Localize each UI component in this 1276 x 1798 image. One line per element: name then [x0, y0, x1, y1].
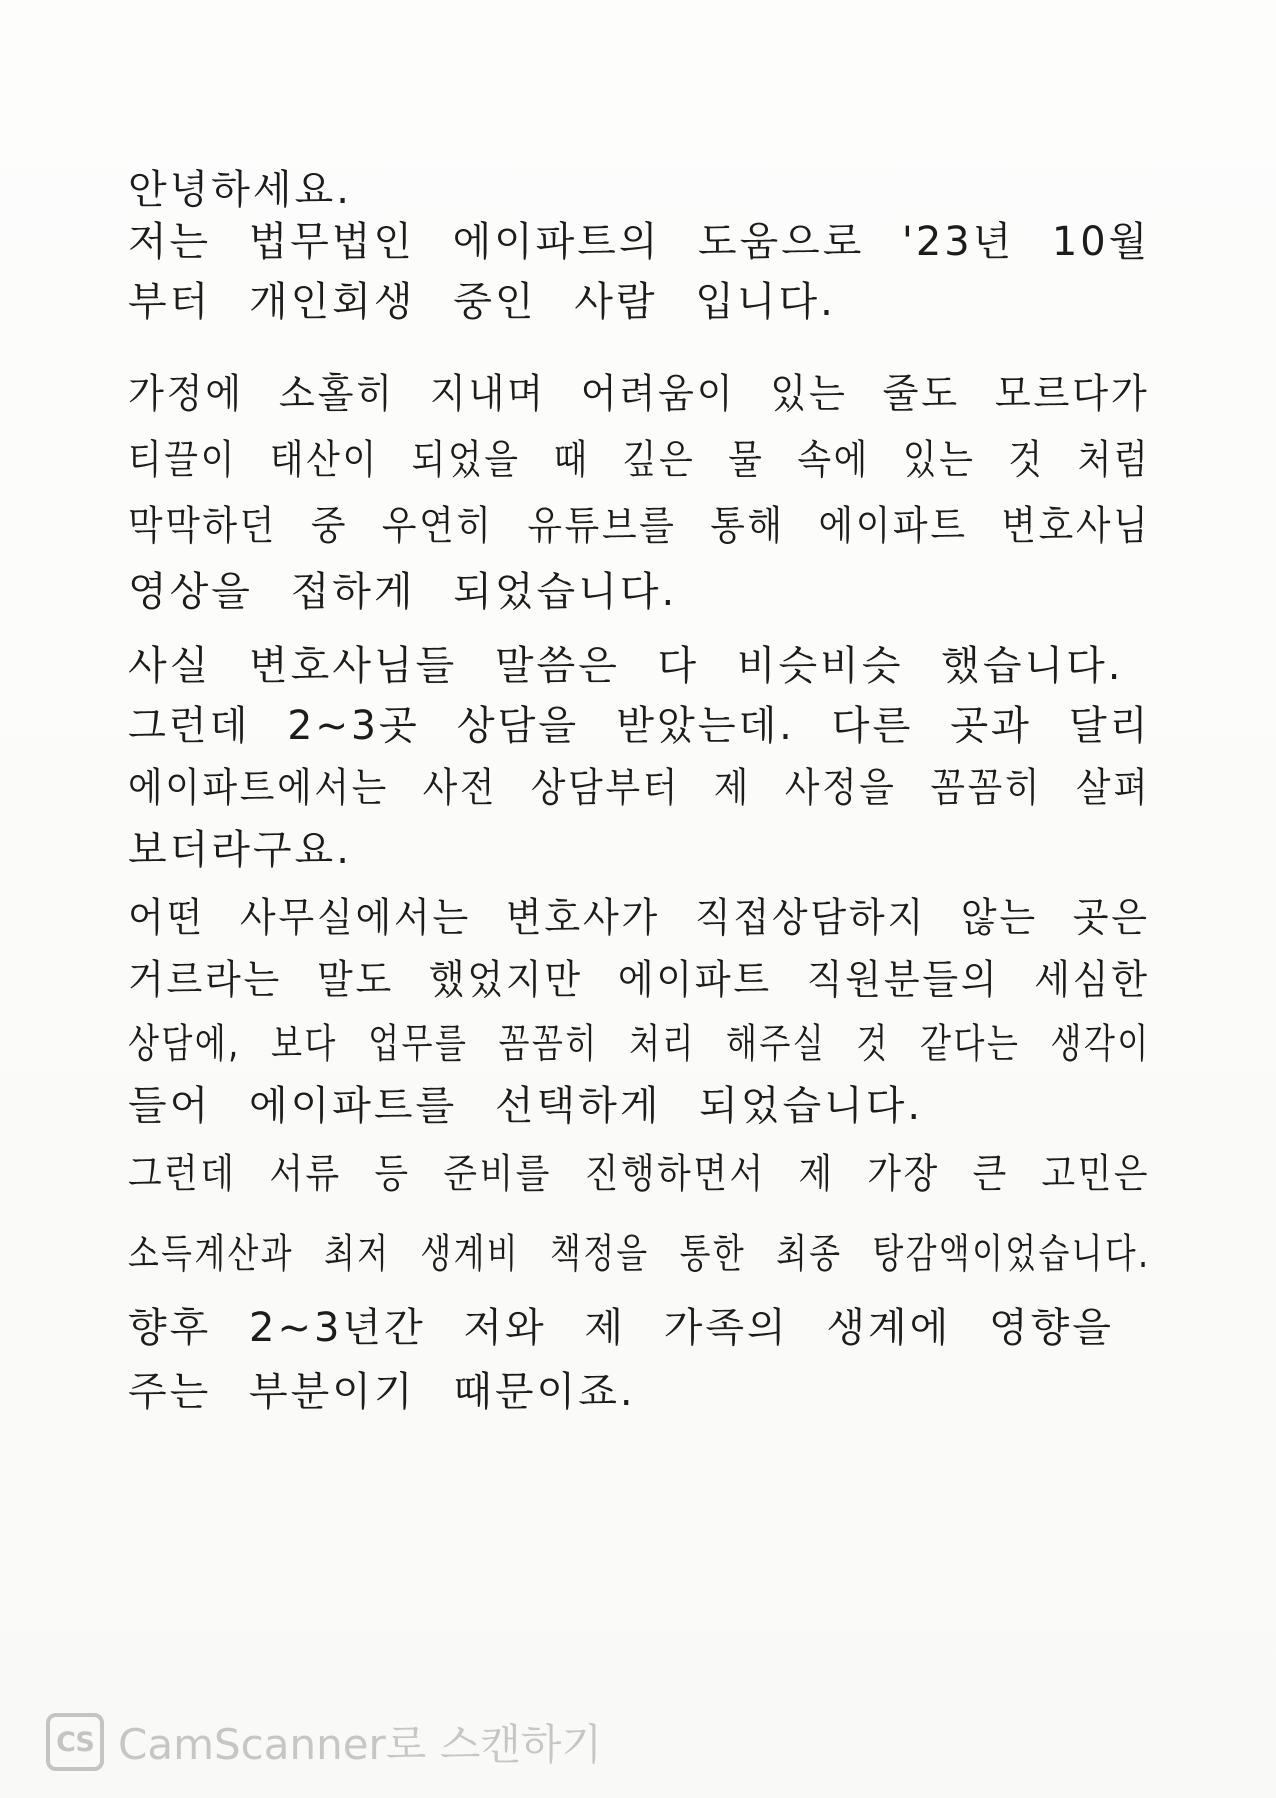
letter-line: 그런데 서류 등 준비를 진행하면서 제 가장 큰 고민은 — [128, 1151, 1151, 1197]
camscanner-logo-text: CS — [56, 1726, 94, 1758]
letter-line: 부터 개인회생 중인 사람 입니다. — [128, 279, 836, 325]
letter-line: 에이파트에서는 사전 상담부터 제 사정을 꼼꼼히 살펴 — [128, 765, 1151, 811]
letter-line: 사실 변호사님들 말씀은 다 비슷비슷 했습니다. — [128, 643, 1124, 689]
letter-line: 막막하던 중 우연히 유튜브를 통해 에이파트 변호사님 — [128, 503, 1151, 549]
camscanner-watermark-text: CamScanner로 스캔하기 — [118, 1720, 603, 1769]
camscanner-logo-icon — [46, 1713, 104, 1771]
letter-line: 향후 2~3년간 저와 제 가족의 생계에 영향을 — [128, 1305, 1114, 1351]
letter-line: 주는 부분이기 때문이죠. — [128, 1369, 636, 1415]
letter-line: 거르라는 말도 했었지만 에이파트 직원분들의 세심한 — [128, 957, 1150, 1003]
camscanner-watermark — [46, 1712, 602, 1772]
letter-line: 소득계산과 최저 생계비 책정을 통한 최종 탕감액이었습니다. — [128, 1231, 1151, 1277]
letter-line: 보더라구요. — [128, 827, 352, 873]
letter-line: 가정에 소홀히 지내며 어려움이 있는 줄도 모르다가 — [128, 371, 1150, 417]
letter-line: 저는 법무법인 에이파트의 도움으로 '23년 10월 — [128, 219, 1151, 265]
letter-line: 어떤 사무실에서는 변호사가 직접상담하지 않는 곳은 — [128, 895, 1150, 941]
letter-line: 안녕하세요. — [128, 167, 352, 213]
letter-line: 티끌이 태산이 되었을 때 깊은 물 속에 있는 것 처럼 — [128, 437, 1151, 483]
letter-line: 들어 에이파트를 선택하게 되었습니다. — [128, 1083, 924, 1129]
letter-line: 그런데 2~3곳 상담을 받았는데. 다른 곳과 달리 — [128, 703, 1151, 749]
letter-line: 상담에, 보다 업무를 꼼꼼히 처리 해주실 것 같다는 생각이 — [128, 1021, 1151, 1067]
letter-line: 영상을 접하게 되었습니다. — [128, 569, 678, 615]
